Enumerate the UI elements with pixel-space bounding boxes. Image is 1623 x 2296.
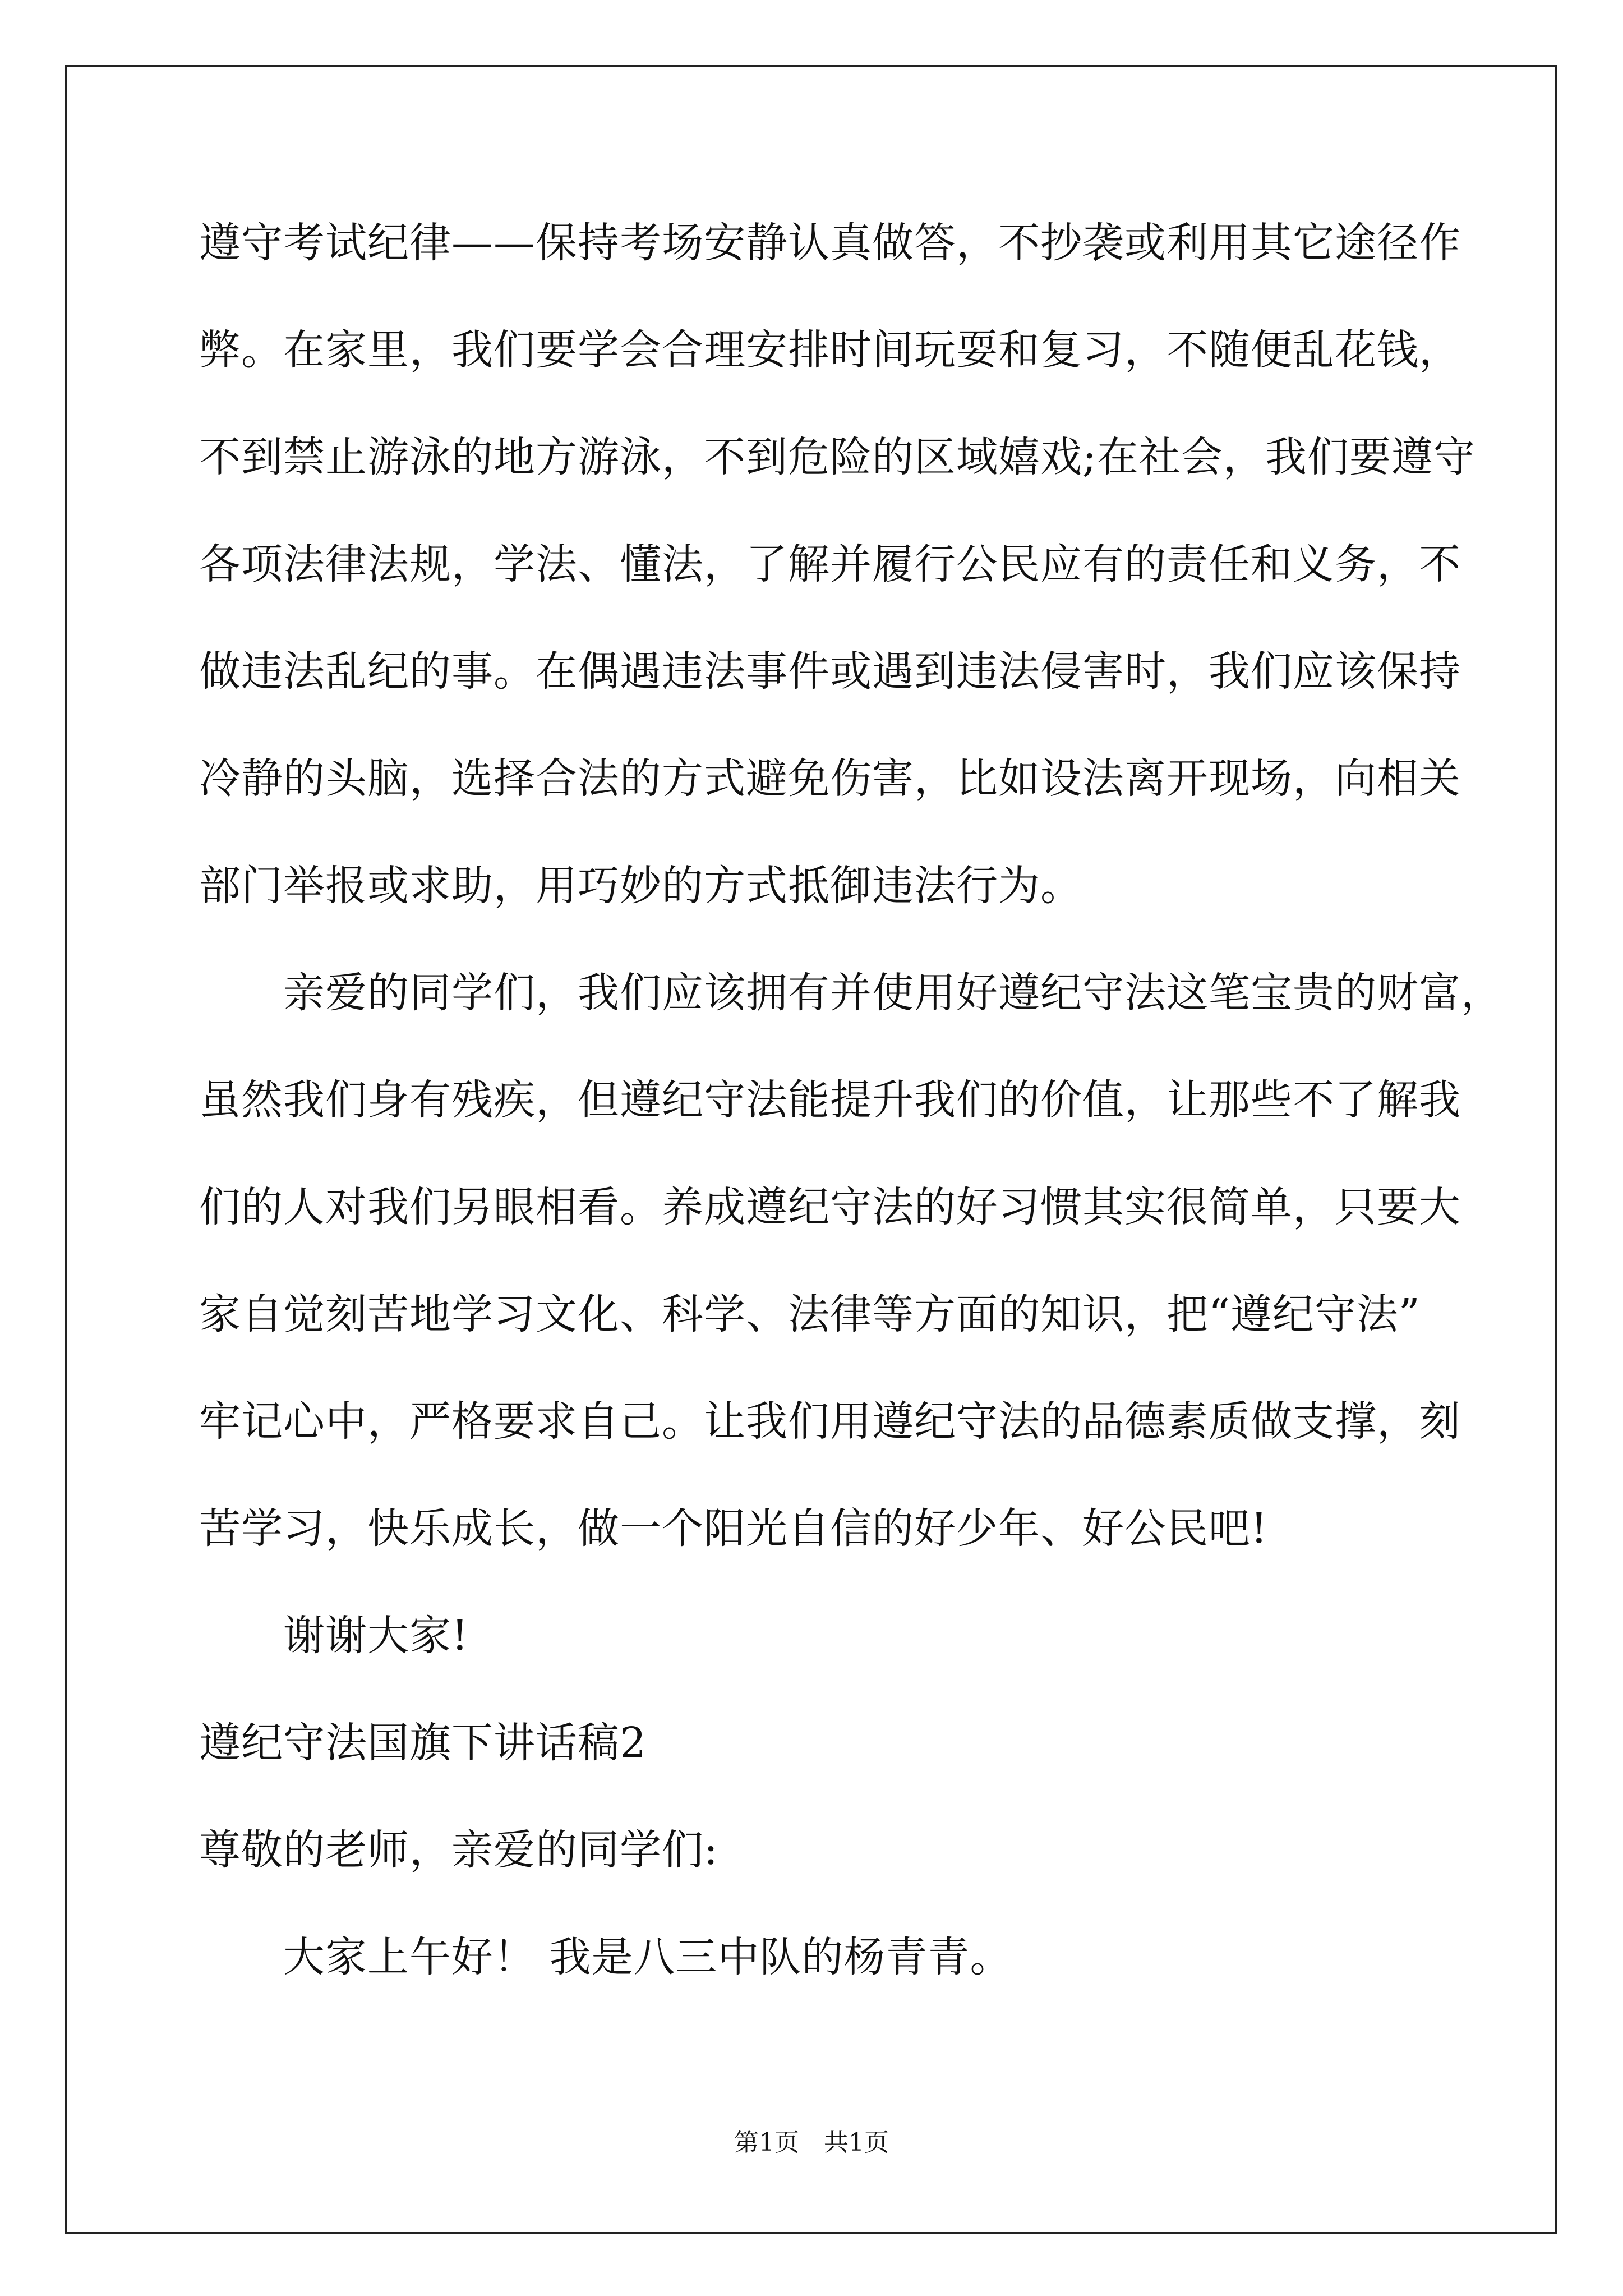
body-line: 虽然我们身有残疾，但遵纪守法能提升我们的价值，让那些不了解我 [199,1076,1461,1124]
page-footer [0,2126,1623,2160]
body-line: 苦学习，快乐成长，做一个阳光自信的好少年、好公民吧! [199,1504,1268,1553]
salutation: 尊敬的老师，亲爱的同学们: [199,1826,718,1874]
body-line: 做违法乱纪的事。在偶遇违法事件或遇到违法侵害时，我们应该保持 [199,647,1461,696]
body-line: 家自觉刻苦地学习文化、科学、法律等方面的知识，把“遵纪守法” [199,1290,1421,1338]
body-line: 弊。在家里，我们要学会合理安排时间玩耍和复习，不随便乱花钱， [199,326,1461,374]
body-line: 不到禁止游泳的地方游泳，不到危险的区域嬉戏;在社会，我们要遵守 [199,433,1476,481]
body-line: 们的人对我们另眼相看。养成遵纪守法的好习惯其实很简单，只要大 [199,1183,1461,1231]
body-line: 冷静的头脑，选择合法的方式避免伤害，比如设法离开现场，向相关 [199,754,1461,803]
greeting-line: 大家上午好！ 我是八三中队的杨青青。 [283,1933,1012,1981]
body-line: 亲爱的同学们，我们应该拥有并使用好遵纪守法这笔宝贵的财富， [283,969,1503,1017]
page-total: 共1页 [824,2128,889,2157]
body-line: 部门举报或求助，用巧妙的方式抵御违法行为。 [199,862,1082,910]
section-title: 遵纪守法国旗下讲话稿2 [199,1719,647,1767]
closing-line: 谢谢大家! [283,1612,469,1660]
body-line: 各项法律法规，学法、懂法，了解并履行公民应有的责任和义务，不 [199,540,1461,588]
document-body [199,216,1503,2037]
body-line: 遵守考试纪律——保持考场安静认真做答，不抄袭或利用其它途径作 [199,219,1461,267]
body-line: 牢记心中，严格要求自己。让我们用遵纪守法的品德素质做支撑，刻 [199,1397,1461,1446]
page-number: 第1页 [734,2128,799,2157]
